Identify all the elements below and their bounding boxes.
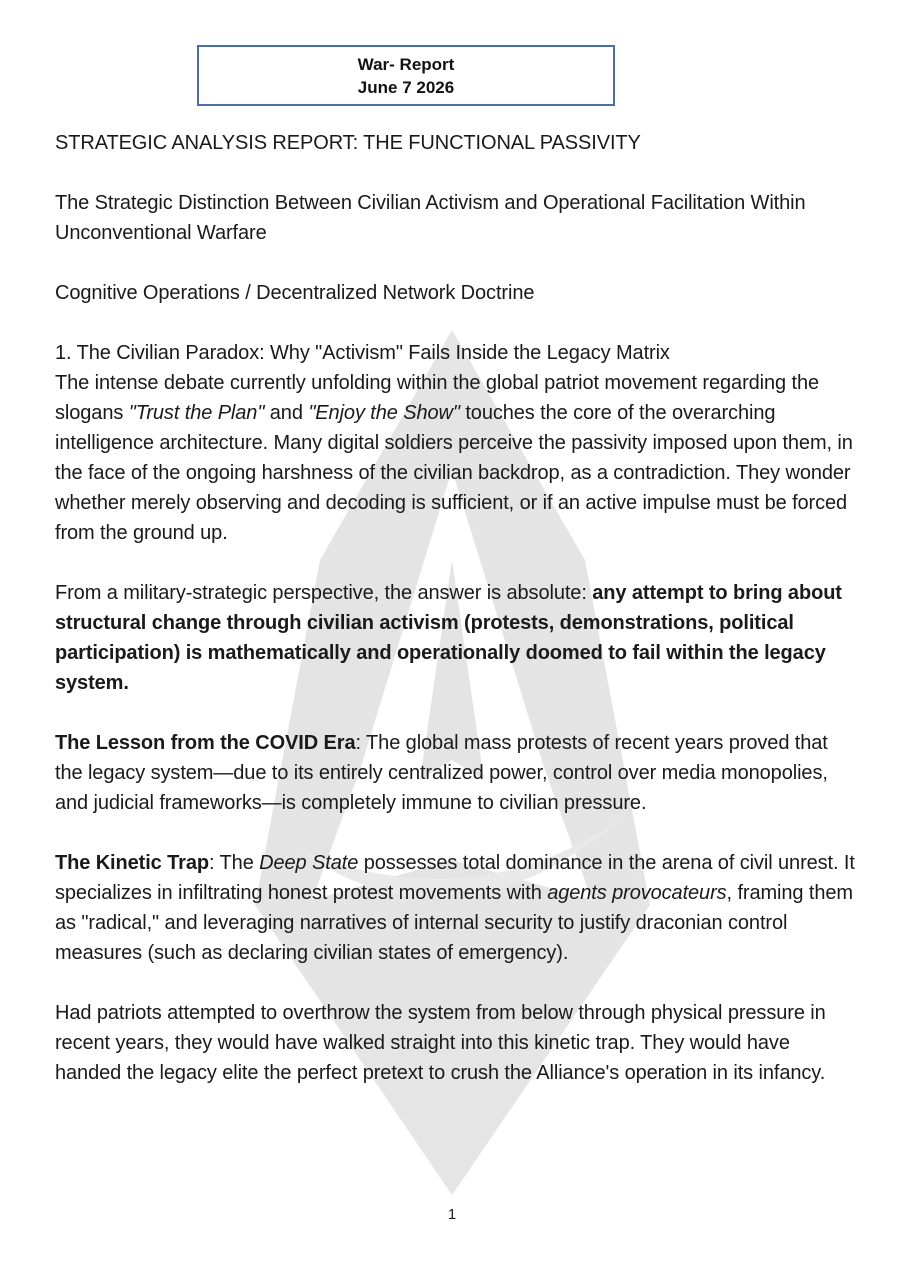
covid-lesson-label: The Lesson from the COVID Era [55,732,356,754]
paragraph-2: From a military-strategic perspective, the answer is absolute: any attempt to bring about structural change through civilian activism (protests, demonstrations, political participation) is mathematically and operationally doomed to fail within the legacy system. [55,582,842,694]
paragraph-2-emphasis: any attempt to bring about structural change through civilian activism (protests, demonstrations, political participation) is mathematically and operationally doomed to fail within the legacy system. [55,582,842,694]
paragraph-4: The Kinetic Trap: The Deep State possesses total dominance in the arena of civil unrest. It specializes in infiltrating honest protest movements with agents provocateurs, framing them as "radical," and leveraging narratives of internal security to justify draconian control measures (such as declaring civilian states of emergency). [55,852,855,964]
page-number: 1 [447,1206,457,1223]
section-heading: 1. The Civilian Paradox: Why "Activism" Fails Inside the Legacy Matrix [55,342,670,364]
report-date: June 7 2026 [357,77,455,97]
paragraph-3: The Lesson from the COVID Era: The global mass protests of recent years proved that the legacy system—due to its entirely centralized power, control over media monopolies, and judicial frameworks—is completely immune to civilian pressure. [55,732,828,814]
doctrine-line: Cognitive Operations / Decentralized Network Doctrine [55,282,535,304]
report-type: War- Report [357,54,455,74]
paragraph-5: Had patriots attempted to overthrow the system from below through physical pressure in recent years, they would have walked straight into this kinetic trap. They would have handed the legacy elite the perfect pretext to crush the Alliance's operation in its infancy. [55,1002,826,1084]
slogan-trust-the-plan: "Trust the Plan" [128,402,265,424]
deep-state-term: Deep State [259,852,359,874]
agents-provocateurs-term: agents provocateurs [547,882,727,904]
kinetic-trap-label: The Kinetic Trap [55,852,209,874]
paragraph-1: The intense debate currently unfolding within the global patriot movement regarding the slogans "Trust the Plan" and "Enjoy the Show" touches the core of the overarching intelligence architecture. Many digital soldiers perceive the passivity imposed upon them, in the face of the ongoing harshness of the civilian backdrop, as a contradiction. They wonder whether merely observing and decoding is sufficient, or if an active impulse must be forced from the ground up. [55,372,853,544]
document-subtitle: The Strategic Distinction Between Civilian Activism and Operational Facilitation Within Unconventional Warfare [55,192,806,244]
document-body [55,128,855,1088]
slogan-enjoy-the-show: "Enjoy the Show" [308,402,460,424]
document-title: STRATEGIC ANALYSIS REPORT: THE FUNCTIONAL PASSIVITY [55,132,641,154]
report-header-box [197,45,615,106]
